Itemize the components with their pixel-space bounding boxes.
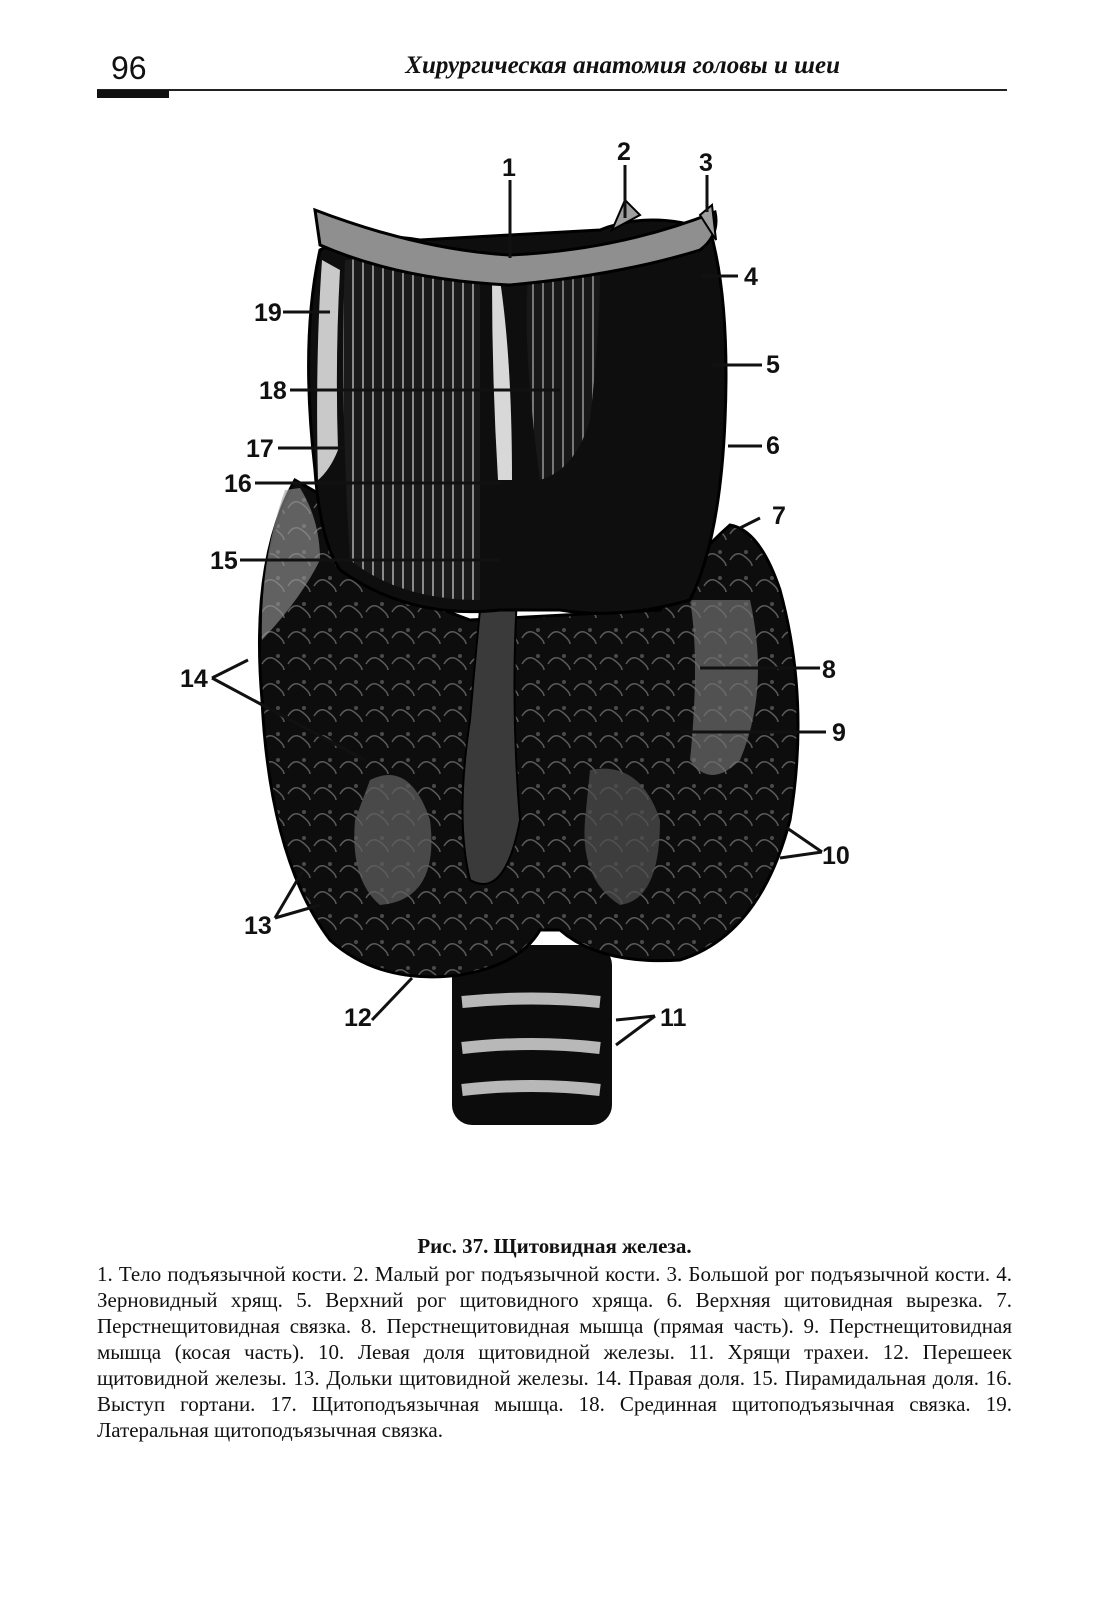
label-9: 9 [832,719,846,747]
running-title: Хирургическая анатомия головы и шеи [405,52,840,79]
tracheal-ring [462,1044,600,1048]
label-15: 15 [210,547,238,575]
right-thyrohyoid-muscle [343,250,480,600]
figure-caption [97,1233,1012,1443]
label-19: 19 [254,299,282,327]
label-1: 1 [502,154,516,182]
tracheal-ring [462,1086,600,1090]
label-13: 13 [244,912,272,940]
label-12: 12 [344,1004,372,1032]
label-10: 10 [822,842,850,870]
label-3: 3 [699,149,713,177]
label-14: 14 [180,665,208,693]
tracheal-ring [462,999,600,1003]
label-4: 4 [744,263,758,291]
label-5: 5 [766,351,780,379]
label-11: 11 [660,1004,687,1032]
label-17: 17 [246,435,274,463]
label-6: 6 [766,432,780,460]
label-16: 16 [224,470,252,498]
label-8: 8 [822,656,836,684]
caption-legend: 1. Тело подъязычной кости. 2. Малый рог подъязычной кости. 3. Большой рог подъязычной кости. 4. Зерновидный хрящ. 5. Верхний рог щитовидного хряща. 6. Верхняя щитовидная вырезка. 7. Перстнещитовидная связка. 8. Перстнещитовидная мышца (прямая часть). 9. Перстнещитовидная мышца (косая часть). 10. Левая доля щитовидной железы. 11. Хрящи трахеи. 12. Перешеек щитовидной железы. 13. Дольки щитовидной железы. 14. Правая доля. 15. Пирамидальная доля. 16. Выступ гортани. 17. Щитоподъязычная мышца. 18. Срединная щитоподъязычная связка. 19. Латеральная щитоподъязычная связка. [97,1262,1012,1442]
caption-title: Рис. 37. Щитовидная железа. [417,1234,692,1258]
page-number: 96 [111,50,147,86]
label-18: 18 [259,377,287,405]
label-7: 7 [772,502,786,530]
label-2: 2 [617,138,631,166]
